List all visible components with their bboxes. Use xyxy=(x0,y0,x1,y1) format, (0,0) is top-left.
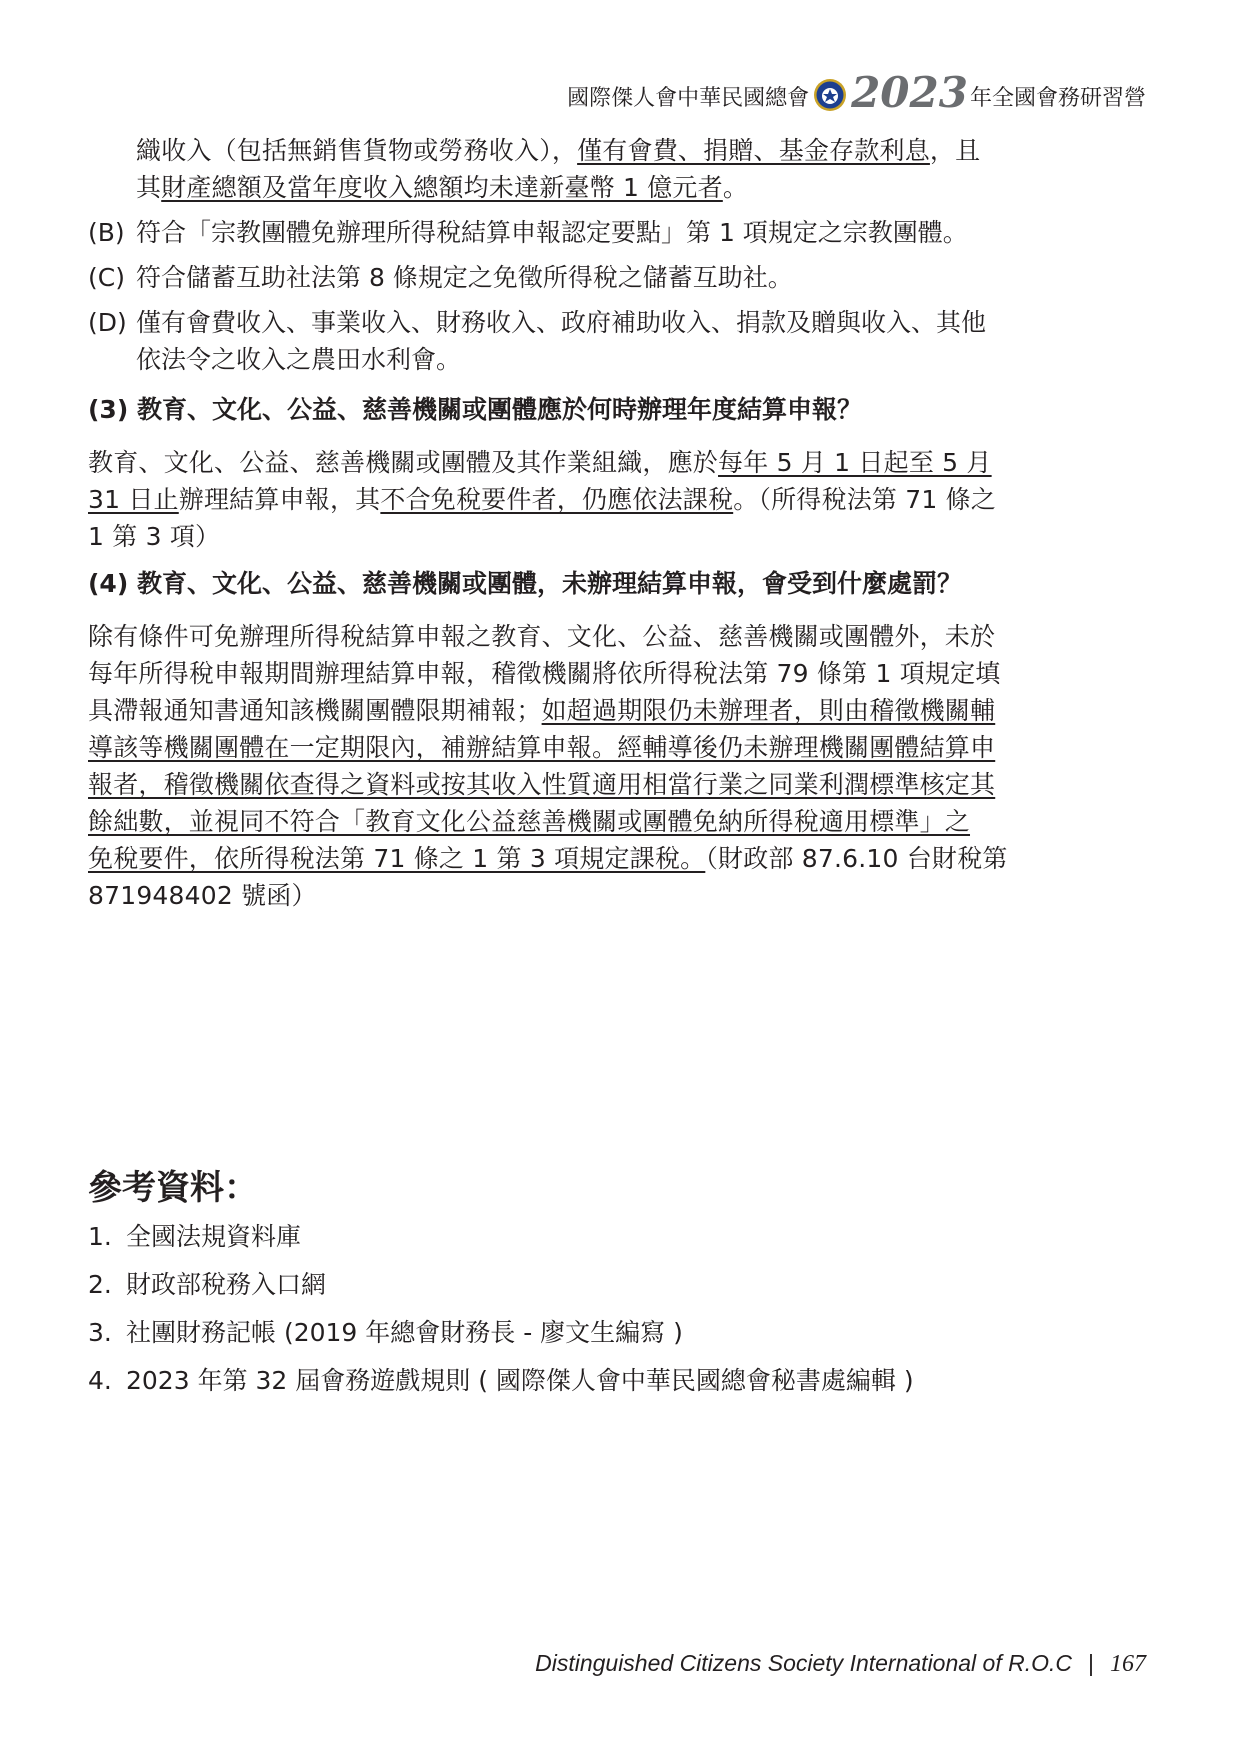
answer-3-paragraph xyxy=(88,444,1148,555)
organization-name: 國際傑人會中華民國總會 xyxy=(567,86,810,111)
underlined-text: 如超過期限仍未辦理者，則由稽徵機關輔 xyxy=(541,696,996,725)
reference-item xyxy=(88,1266,1148,1303)
continued-paragraph-line-1 xyxy=(88,132,1148,169)
underlined-text: 報者，稽徵機關依查得之資料或按其收入性質適用相當行業之同業利潤標準核定其 xyxy=(88,770,996,799)
reference-item xyxy=(88,1362,1148,1399)
page-footer xyxy=(535,1650,1146,1678)
reference-number: 1. xyxy=(88,1222,112,1251)
underlined-text: 財產總額及當年度收入總額均未達新臺幣 1 億元者 xyxy=(161,173,723,202)
text-span: 辦理結算申報，其 xyxy=(178,485,381,514)
reference-text: 全國法規資料庫 xyxy=(126,1222,302,1251)
paragraph-line: 除有條件可免辦理所得稅結算申報之教育、文化、公益、慈善機關或團體外，未於 xyxy=(88,622,996,651)
text-span: 其 xyxy=(136,173,162,202)
reference-item xyxy=(88,1218,1148,1255)
paragraph-line xyxy=(88,729,1148,766)
continued-paragraph-line-2 xyxy=(88,169,1148,206)
text-span: （財政部 87.6.10 台財稅第 xyxy=(705,844,1008,873)
paragraph-line: 1 第 3 項） xyxy=(88,522,221,551)
underlined-text: 導該等機關團體在一定期限內，補辦結算申報。經輔導後仍未辦理機關團體結算申 xyxy=(88,733,996,762)
page-header xyxy=(567,68,1146,117)
text-span: ，且 xyxy=(929,136,981,165)
page-number: 167 xyxy=(1110,1651,1146,1677)
text-span: 具滯報通知書通知該機關團體限期補報； xyxy=(88,696,542,725)
paragraph-line: 871948402 號函） xyxy=(88,881,317,910)
paragraph-line xyxy=(88,803,1148,840)
references-title: 參考資料： xyxy=(88,1168,258,1208)
item-marker: (B) xyxy=(88,218,125,247)
paragraph-line xyxy=(88,766,1148,803)
item-text-line-2: 依法令之收入之農田水利會。 xyxy=(136,345,462,374)
reference-text: 社團財務記帳 (2019 年總會財務長 - 廖文生編寫 ) xyxy=(126,1318,683,1347)
document-body xyxy=(88,132,1148,914)
text-span: 。 xyxy=(722,173,749,202)
question-4-heading: (4) 教育、文化、公益、慈善機關或團體，未辦理結算申報，會受到什麼處罰？ xyxy=(88,569,962,598)
text-span: 織收入（包括無銷售貨物或勞務收入）， xyxy=(136,136,578,165)
society-name: Distinguished Citizens Society International of R.O.C xyxy=(535,1650,1073,1676)
underlined-text: 餘絀數，並視同不符合「教育文化公益慈善機關或團體免納所得稅適用標準」之 xyxy=(88,807,971,836)
reference-number: 3. xyxy=(88,1318,112,1347)
list-item-c xyxy=(88,259,1148,296)
item-text: 符合儲蓄互助社法第 8 條規定之免徵所得稅之儲蓄互助社。 xyxy=(136,263,793,292)
footer-separator: | xyxy=(1088,1650,1094,1676)
answer-4-paragraph xyxy=(88,618,1148,914)
list-item-d xyxy=(88,304,1148,378)
item-marker: (D) xyxy=(88,308,127,337)
reference-item xyxy=(88,1314,1148,1351)
paragraph-line: 每年所得稅申報期間辦理結算申報，稽徵機關將依所得稅法第 79 條第 1 項規定填 xyxy=(88,659,1001,688)
reference-text: 2023 年第 32 屆會務遊戲規則 ( 國際傑人會中華民國總會秘書處編輯 ) xyxy=(126,1366,914,1395)
paragraph-line xyxy=(88,481,1148,518)
item-text-line-1: 僅有會費收入、事業收入、財務收入、政府補助收入、捐款及贈與收入、其他 xyxy=(136,308,987,337)
item-text: 符合「宗教團體免辦理所得稅結算申報認定要點」第 1 項規定之宗教團體。 xyxy=(136,218,968,247)
text-span: 教育、文化、公益、慈善機關或團體及其作業組織，應於 xyxy=(88,448,719,477)
reference-number: 2. xyxy=(88,1270,112,1299)
underlined-text: 31 日止 xyxy=(88,485,179,514)
item-marker: (C) xyxy=(88,263,125,292)
dcsi-emblem-icon xyxy=(813,78,847,112)
list-item-b xyxy=(88,214,1148,251)
underlined-text: 免稅要件，依所得稅法第 71 條之 1 第 3 項規定課稅。 xyxy=(88,844,706,873)
reference-number: 4. xyxy=(88,1366,112,1395)
paragraph-line xyxy=(88,444,1148,481)
question-3-heading: (3) 教育、文化、公益、慈善機關或團體應於何時辦理年度結算申報？ xyxy=(88,395,862,424)
underlined-text: 不合免稅要件者，仍應依法課稅 xyxy=(380,485,734,514)
text-span: 。（所得稅法第 71 條之 xyxy=(733,485,996,514)
event-name: 年全國會務研習營 xyxy=(969,86,1146,111)
paragraph-line xyxy=(88,692,1148,729)
reference-text: 財政部稅務入口網 xyxy=(126,1270,327,1299)
underlined-text: 每年 5 月 1 日起至 5 月 xyxy=(718,448,992,477)
references-section xyxy=(88,1166,1148,1399)
event-year: 2023 xyxy=(851,68,968,117)
paragraph-line xyxy=(88,840,1148,877)
underlined-text: 僅有會費、捐贈、基金存款利息 xyxy=(577,136,930,165)
